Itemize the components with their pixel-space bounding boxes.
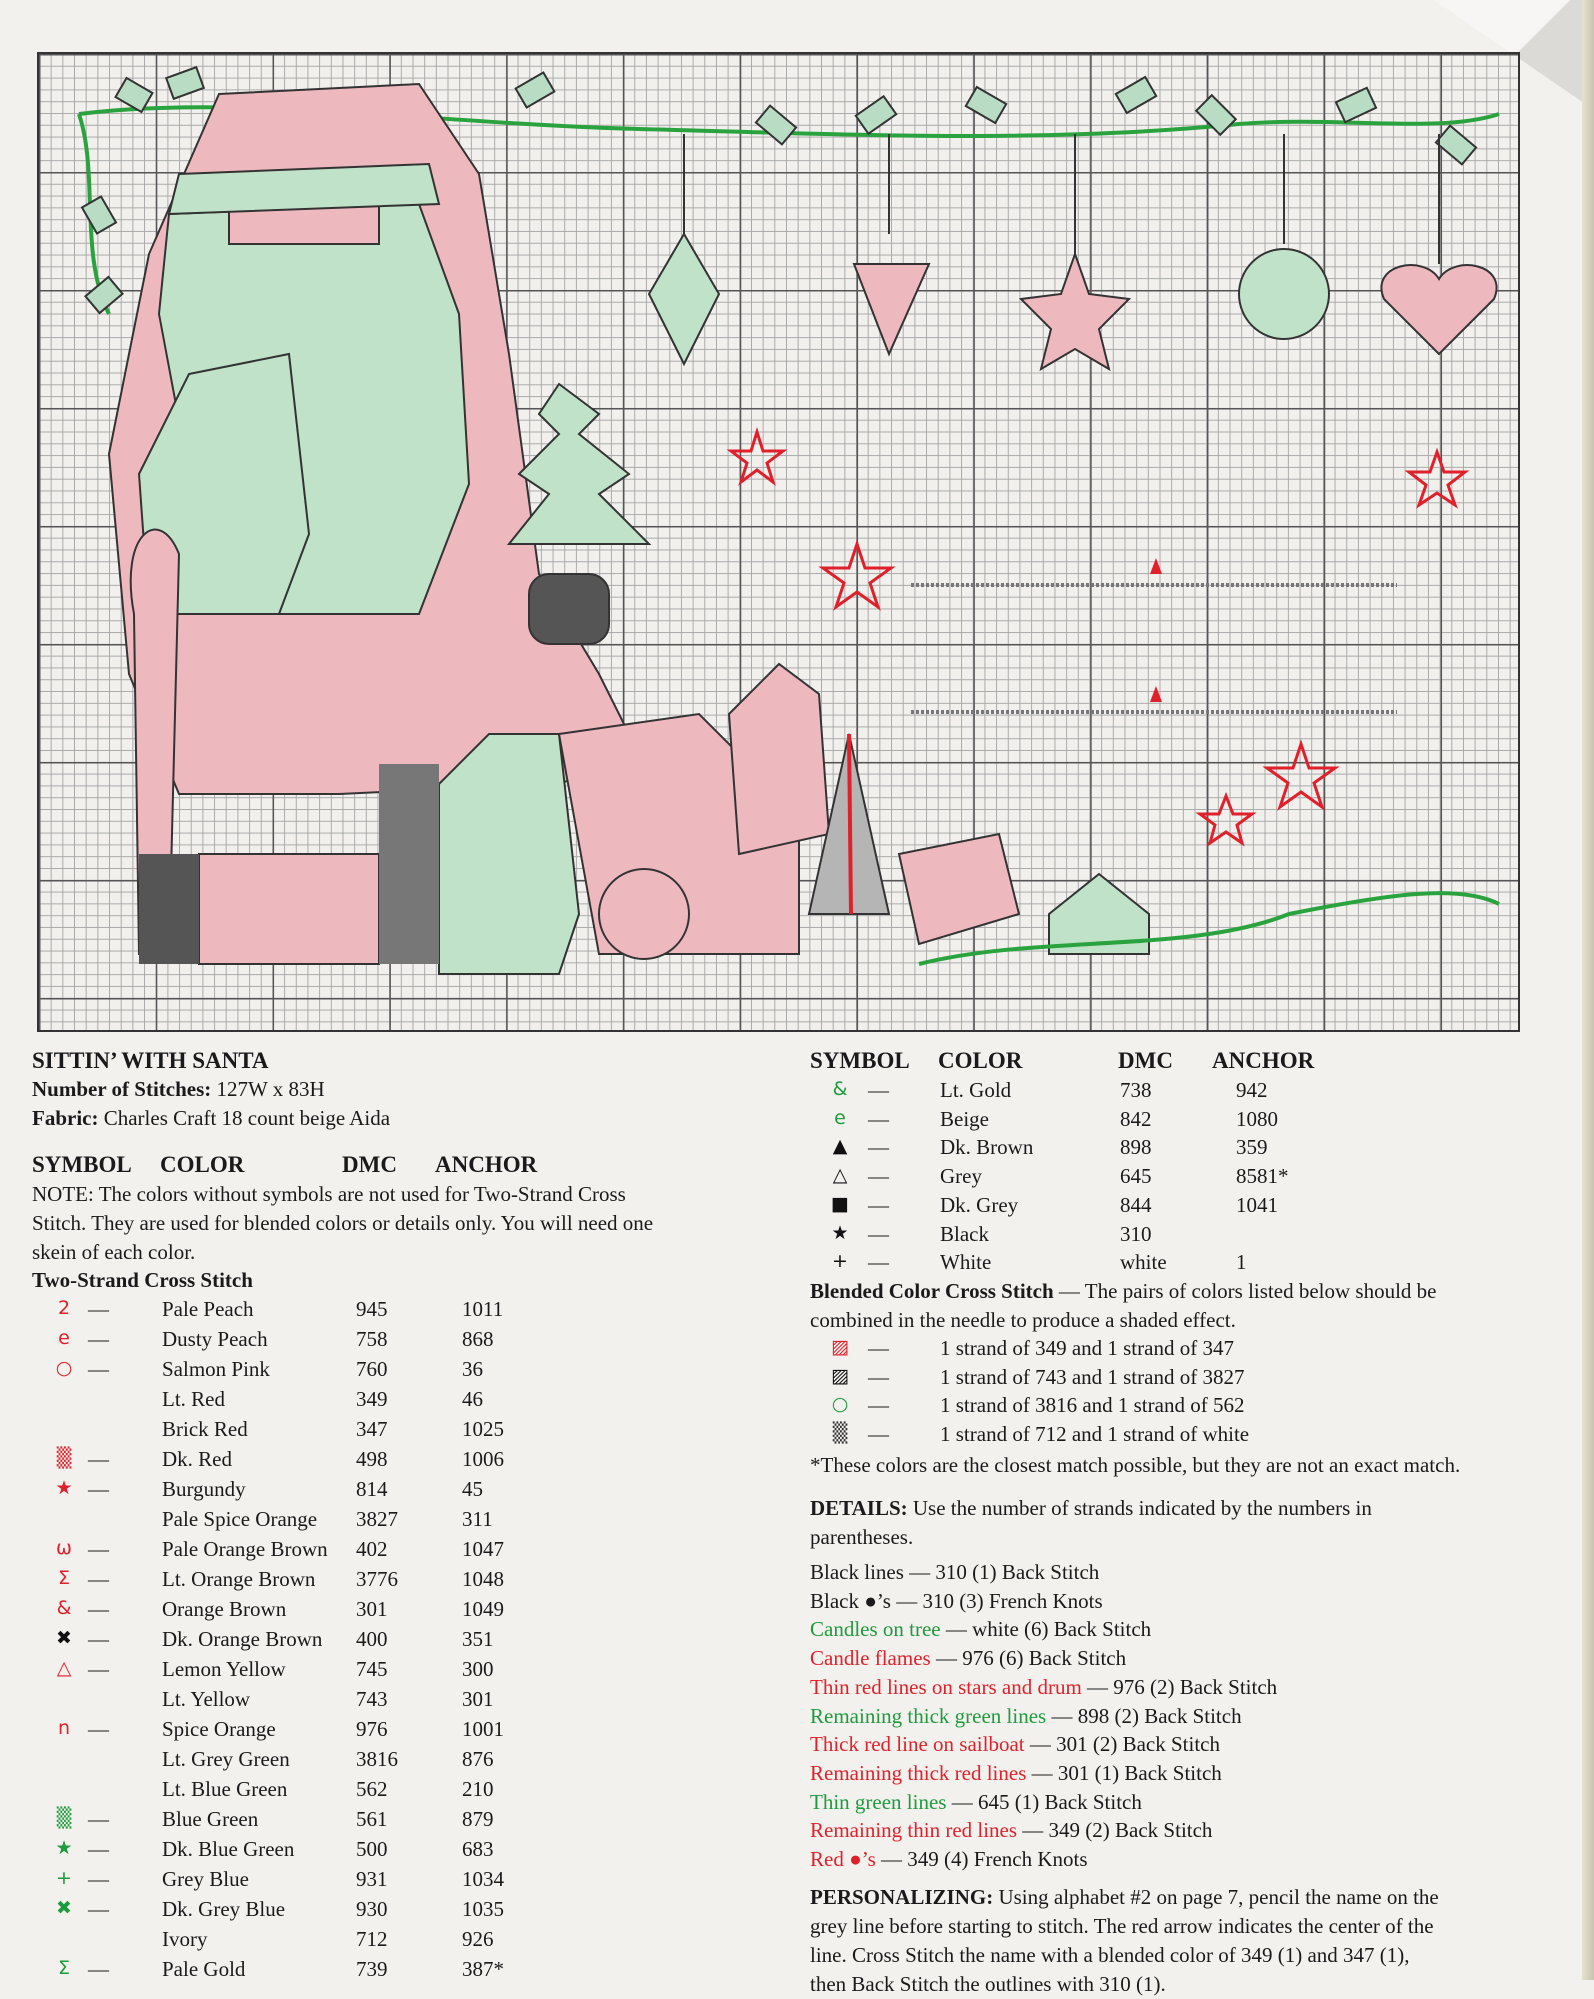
color-name: White [940, 1250, 992, 1275]
color-name: Black [940, 1221, 989, 1246]
dmc-number: 400 [356, 1627, 388, 1651]
anchor-number: 46 [462, 1387, 483, 1411]
details-text-2: parentheses. [810, 1525, 914, 1549]
dash: — [88, 1657, 109, 1681]
detail-spec: — 301 (2) Back Stitch [1024, 1732, 1220, 1757]
dash: — [88, 1867, 109, 1891]
dmc-number: 930 [356, 1897, 388, 1921]
pattern-title: SITTIN’ WITH SANTA [32, 1048, 269, 1073]
anchor-number: 301 [462, 1687, 494, 1711]
anchor-number: 879 [462, 1807, 494, 1831]
dmc-number: 976 [356, 1717, 388, 1741]
note-line: Stitch. They are used for blended colors or details only. You will need one [32, 1211, 654, 1235]
dash: — [88, 1447, 109, 1471]
detail-spec: — 976 (2) Back Stitch [1081, 1674, 1278, 1699]
color-name: Grey Blue [162, 1867, 249, 1891]
dash: — [868, 1078, 889, 1102]
dmc-number: 500 [356, 1837, 388, 1861]
anchor-number: 1 [1236, 1250, 1247, 1275]
personalizing-line [810, 1883, 1439, 1912]
dash: — [868, 1336, 889, 1360]
anchor-number: 1025 [462, 1417, 504, 1441]
color-name: Salmon Pink [162, 1357, 270, 1381]
color-name: Lt. Gold [940, 1078, 1012, 1102]
dark-stitch-area [139, 854, 199, 964]
detail-spec: — 349 (4) French Knots [875, 1847, 1088, 1871]
dash: — [88, 1597, 109, 1621]
elf-toy [439, 734, 579, 974]
stitches-label: Number of Stitches: [32, 1077, 212, 1101]
anchor-number: 1006 [462, 1447, 504, 1471]
dash: — [88, 1297, 109, 1321]
detail-label: Candles on tree [810, 1617, 941, 1642]
dmc-number: 645 [1120, 1164, 1152, 1189]
dash: — [88, 1537, 109, 1561]
dmc-number: 745 [356, 1657, 388, 1681]
dmc-number: 3827 [356, 1507, 398, 1531]
anchor-number: 876 [462, 1747, 494, 1771]
fabric-label: Fabric: [32, 1106, 99, 1130]
anchor-number: 351 [462, 1627, 494, 1651]
anchor-number: 1049 [462, 1597, 504, 1621]
color-name: Burgundy [162, 1477, 246, 1501]
dash: — [868, 1192, 889, 1217]
anchor-number: 926 [462, 1927, 494, 1951]
detail-label: Thick red line on sailboat [810, 1732, 1025, 1757]
blend-description: 1 strand of 743 and 1 strand of 3827 [940, 1364, 1245, 1389]
dash: — [88, 1477, 109, 1501]
center-arrow-2 [1150, 686, 1162, 702]
detail-spec: — 310 (3) French Knots [890, 1588, 1103, 1613]
stitch-count [32, 1075, 325, 1104]
symbol-icon: ▲ [832, 1135, 848, 1158]
left-header-dmc: DMC [342, 1152, 397, 1177]
color-name: Dk. Grey [940, 1192, 1019, 1217]
anchor-number: 683 [462, 1837, 494, 1861]
blend-symbol-icon: ▨ [831, 1364, 849, 1387]
detail-label: Remaining thick green lines [810, 1703, 1047, 1728]
note-line: skein of each color. [32, 1240, 196, 1264]
dash: — [88, 1717, 109, 1741]
detail-line [810, 1702, 1242, 1731]
detail-spec: — 976 (6) Back Stitch [930, 1646, 1127, 1671]
two-strand-title: Two-Strand Cross Stitch [32, 1268, 253, 1292]
symbol-icon: e [834, 1106, 846, 1129]
symbol-icon: Σ [57, 1567, 70, 1589]
color-name: Beige [940, 1106, 989, 1131]
color-name: Orange Brown [162, 1597, 287, 1621]
detail-spec: — 349 (2) Back Stitch [1017, 1818, 1213, 1843]
symbol-icon: Σ [57, 1957, 70, 1979]
symbol-icon: + [56, 1867, 72, 1889]
left-header-color: COLOR [160, 1152, 245, 1177]
color-name: Lt. Yellow [162, 1687, 251, 1711]
personalizing-line: then Back Stitch the outlines with 310 (1). [810, 1972, 1166, 1996]
detail-spec: — 898 (2) Back Stitch [1046, 1703, 1242, 1728]
dmc-number: 347 [356, 1417, 388, 1441]
detail-label: Remaining thick red lines [810, 1760, 1027, 1785]
personalizing-title: PERSONALIZING: [810, 1885, 994, 1909]
anchor-number: 1034 [462, 1867, 504, 1891]
dmc-number: 349 [356, 1387, 388, 1411]
details-intro [810, 1494, 1372, 1523]
dmc-number: 561 [356, 1807, 388, 1831]
blend-symbol-icon: ▒ [832, 1422, 848, 1445]
center-arrow-1 [1150, 558, 1162, 574]
page-binding-edge [1582, 0, 1594, 1980]
dash: — [88, 1567, 109, 1591]
dash: — [868, 1106, 889, 1131]
symbol-icon: ★ [55, 1477, 73, 1499]
color-name: Pale Orange Brown [162, 1537, 328, 1561]
anchor-number: 45 [462, 1477, 483, 1501]
dash: — [88, 1357, 109, 1381]
color-name: Lt. Grey Green [162, 1747, 290, 1771]
dash: — [88, 1807, 109, 1831]
color-name: Dk. Blue Green [162, 1837, 295, 1861]
symbol-icon: △ [56, 1657, 72, 1679]
color-name: Dk. Brown [940, 1135, 1034, 1160]
symbol-icon: ★ [55, 1837, 73, 1859]
dmc-number: 758 [356, 1327, 388, 1351]
dmc-number: 498 [356, 1447, 388, 1471]
symbol-icon: ▒ [56, 1807, 72, 1829]
dash: — [88, 1957, 109, 1981]
dmc-number: white [1120, 1250, 1167, 1275]
dash: — [868, 1250, 889, 1275]
anchor-number: 387* [462, 1957, 504, 1981]
personalizing-text: Using alphabet #2 on page 7, pencil the name on the [993, 1885, 1439, 1909]
detail-spec: — white (6) Back Stitch [940, 1617, 1152, 1642]
personalizing-line: line. Cross Stitch the name with a blended color of 349 (1) and 347 (1), [810, 1943, 1410, 1967]
blend-description: 1 strand of 349 and 1 strand of 347 [940, 1336, 1234, 1360]
detail-label: Thin green lines [810, 1789, 947, 1814]
blended-title: Blended Color Cross Stitch [810, 1279, 1054, 1303]
symbol-icon: & [832, 1078, 848, 1100]
detail-line [810, 1816, 1212, 1845]
color-name: Lt. Blue Green [162, 1777, 288, 1801]
dash: — [88, 1897, 109, 1921]
dmc-number: 301 [356, 1597, 388, 1621]
dmc-number: 738 [1120, 1078, 1152, 1102]
rocking-horse [729, 664, 829, 854]
dmc-number: 3776 [356, 1567, 398, 1591]
symbol-icon: ω [56, 1537, 72, 1559]
blended-text-2: combined in the needle to produce a shaded effect. [810, 1308, 1236, 1332]
note-line: NOTE: The colors without symbols are not used for Two-Strand Cross [32, 1182, 626, 1206]
sailboat-red-line [849, 734, 851, 914]
chart-artwork [39, 54, 1522, 1034]
dash: — [868, 1393, 889, 1418]
christmas-tree [509, 384, 649, 544]
detail-label: Black ●’s [810, 1588, 891, 1613]
color-name: Brick Red [162, 1417, 248, 1441]
dash: — [868, 1221, 889, 1246]
detail-line [810, 1587, 1103, 1616]
color-name: Pale Gold [162, 1957, 246, 1981]
drum [899, 834, 1019, 944]
dash: — [88, 1627, 109, 1651]
detail-label: Thin red lines on stars and drum [810, 1674, 1082, 1699]
color-name: Blue Green [162, 1807, 259, 1831]
dmc-number: 310 [1120, 1221, 1152, 1246]
blend-description: 1 strand of 712 and 1 strand of white [940, 1422, 1250, 1447]
right-header-color: COLOR [938, 1048, 1023, 1073]
details-title: DETAILS: [810, 1496, 908, 1520]
anchor-number: 8581* [1236, 1164, 1289, 1189]
anchor-number: 311 [462, 1507, 493, 1531]
detail-label: Remaining thin red lines [810, 1818, 1018, 1843]
right-header-symbol: SYMBOL [810, 1048, 910, 1073]
anchor-number: 36 [462, 1357, 483, 1381]
fabric-info [32, 1104, 390, 1133]
dash: — [88, 1327, 109, 1351]
blended-text: — The pairs of colors listed below should be [1053, 1279, 1437, 1303]
symbol-icon: ■ [831, 1192, 849, 1215]
detail-spec: — 645 (1) Back Stitch [946, 1789, 1142, 1814]
detail-line [810, 1788, 1142, 1817]
detail-label: Black lines [810, 1560, 904, 1584]
anchor-number: 1047 [462, 1537, 504, 1561]
anchor-number: 1011 [462, 1297, 504, 1321]
dmc-number: 898 [1120, 1135, 1152, 1160]
dmc-number: 931 [356, 1867, 388, 1891]
anchor-number: 1001 [462, 1717, 504, 1741]
dmc-number: 814 [356, 1477, 388, 1501]
detail-spec: — 301 (1) Back Stitch [1026, 1760, 1222, 1785]
detail-label: Candle flames [810, 1646, 931, 1671]
color-name: Dusty Peach [162, 1327, 268, 1351]
color-name: Spice Orange [162, 1717, 276, 1741]
dmc-number: 3816 [356, 1747, 398, 1771]
anchor-number: 868 [462, 1327, 494, 1351]
personalizing-line: grey line before starting to stitch. The red arrow indicates the center of the [810, 1914, 1434, 1938]
dmc-number: 743 [356, 1687, 388, 1711]
color-name: Lemon Yellow [162, 1657, 286, 1681]
anchor-number: 359 [1236, 1135, 1268, 1160]
right-header-anchor: ANCHOR [1212, 1048, 1315, 1073]
stitches-value: 127W x 83H [216, 1077, 325, 1101]
detail-line [810, 1730, 1220, 1759]
symbol-icon: ○ [55, 1357, 73, 1379]
fabric-value: Charles Craft 18 count beige Aida [103, 1106, 391, 1130]
ball [599, 869, 689, 959]
cross-stitch-chart [37, 52, 1520, 1032]
dmc-number: 402 [356, 1537, 388, 1561]
dash: — [868, 1364, 889, 1389]
dash: — [88, 1837, 109, 1861]
dmc-number: 945 [356, 1297, 388, 1321]
right-header-dmc: DMC [1118, 1048, 1173, 1073]
anchor-number: 1080 [1236, 1106, 1278, 1131]
santa-boots [199, 854, 379, 964]
blended-intro [810, 1277, 1436, 1306]
tree-pot [529, 574, 609, 644]
left-header-symbol: SYMBOL [32, 1152, 132, 1177]
symbol-icon: ★ [831, 1221, 849, 1244]
color-name: Ivory [162, 1927, 208, 1951]
color-name: Grey [940, 1164, 982, 1189]
dash: — [868, 1164, 889, 1189]
symbol-icon: & [56, 1597, 72, 1619]
color-name: Lt. Orange Brown [162, 1567, 316, 1591]
color-name: Dk. Red [162, 1447, 232, 1471]
detail-line [810, 1673, 1277, 1702]
detail-line [810, 1558, 1099, 1587]
anchor-number: 942 [1236, 1078, 1268, 1102]
symbol-icon: ✖ [56, 1627, 72, 1649]
symbol-icon: n [57, 1717, 71, 1739]
dmc-number: 712 [356, 1927, 388, 1951]
color-name: Lt. Red [162, 1387, 225, 1411]
color-name: Dk. Orange Brown [162, 1627, 323, 1651]
sled [379, 764, 439, 964]
blend-symbol-icon: ▨ [831, 1336, 849, 1358]
color-name: Pale Peach [162, 1297, 254, 1321]
symbol-icon: ▒ [56, 1447, 72, 1469]
hanging-ornaments [649, 134, 1497, 369]
anchor-number: 1035 [462, 1897, 504, 1921]
symbol-icon: 2 [57, 1297, 71, 1319]
detail-spec: — 310 (1) Back Stitch [903, 1560, 1100, 1584]
anchor-number: 1041 [1236, 1192, 1278, 1217]
anchor-number: 210 [462, 1777, 494, 1801]
dash: — [868, 1422, 889, 1447]
anchor-number: 300 [462, 1657, 494, 1681]
detail-line [810, 1845, 1088, 1874]
dash: — [868, 1135, 889, 1160]
detail-line [810, 1644, 1126, 1673]
detail-label: Red ●’s [810, 1847, 876, 1871]
left-header-anchor: ANCHOR [435, 1152, 538, 1177]
symbol-icon: e [58, 1327, 70, 1349]
dmc-number: 842 [1120, 1106, 1152, 1131]
dmc-number: 562 [356, 1777, 388, 1801]
dmc-number: 844 [1120, 1192, 1152, 1217]
symbol-icon: + [832, 1250, 848, 1273]
detail-line [810, 1759, 1222, 1788]
symbol-icon: △ [832, 1164, 848, 1187]
dmc-number: 760 [356, 1357, 388, 1381]
color-name: Dk. Grey Blue [162, 1897, 286, 1921]
details-text: Use the number of strands indicated by the numbers in [907, 1496, 1372, 1520]
footnote: *These colors are the closest match possible, but they are not an exact match. [810, 1453, 1461, 1477]
symbol-icon: ✖ [56, 1897, 72, 1919]
dmc-number: 739 [356, 1957, 388, 1981]
anchor-number: 1048 [462, 1567, 504, 1591]
color-name: Pale Spice Orange [162, 1507, 318, 1531]
blend-description: 1 strand of 3816 and 1 strand of 562 [940, 1393, 1245, 1418]
blend-symbol-icon: ○ [831, 1393, 849, 1416]
detail-line [810, 1615, 1151, 1644]
